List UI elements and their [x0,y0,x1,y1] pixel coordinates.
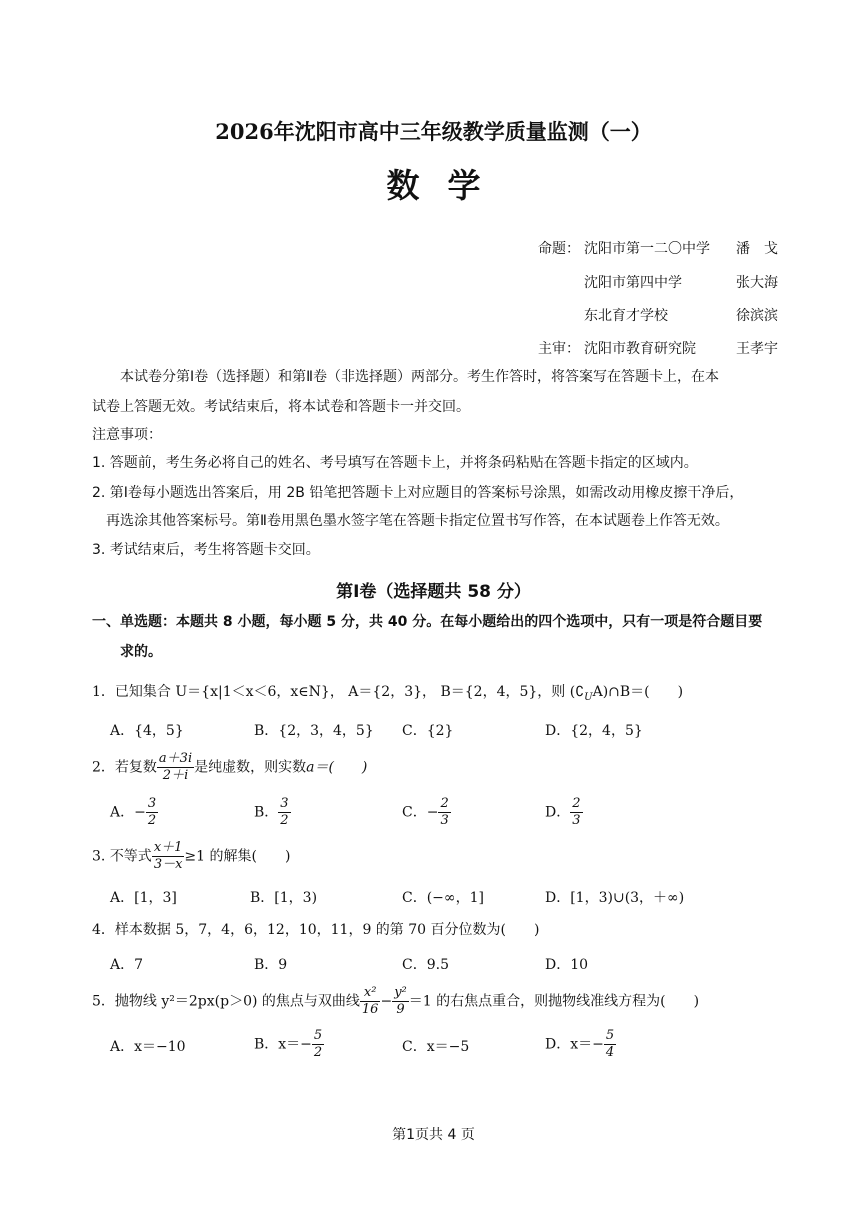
option-label: A． [110,804,135,821]
option-label: C． [402,804,427,821]
q3-option-b: B．[1，3) [250,890,318,906]
question-number: 1． [92,684,115,700]
author-name: 张大海 [736,275,778,291]
section-instructions-cont: 求的。 [120,644,162,660]
fraction-denominator: 16 [361,1002,379,1017]
question-number: 3. [92,848,106,865]
author-org: 沈阳市第四中学 [584,275,682,291]
q1-option-a: A．{4，5} [110,723,184,739]
minus-sign: − [380,993,393,1010]
option-label: D． [545,804,571,821]
option-fraction [278,796,290,829]
exam-title: 2026年沈阳市高中三年级教学质量监测（一） [215,119,652,144]
question-1 [92,681,683,703]
set-a: A＝{2，3}， [348,684,437,700]
section-instructions: 一、单选题：本题共 8 小题，每小题 5 分，共 40 分。在每小题给出的四个选项中，只有一项是符合题目要 [92,614,763,630]
question-4 [92,919,539,939]
option-fraction [570,796,582,829]
option-fraction [604,1028,616,1061]
option-sign: − [134,804,146,821]
fraction-numerator: 2 [572,796,581,811]
question-2 [92,751,367,784]
complement-expr-tail: A)∩B＝( ) [592,684,684,700]
fraction-denominator: 3 [440,813,449,828]
question-stem: 若复数 [114,759,157,776]
set-b: B＝{2，4，5}，则 [440,684,566,700]
q2-option-a [110,796,158,829]
intro-line-2: 试卷上答题无效。考试结束后，将本试卷和答题卡一并交回。 [92,399,470,415]
q5-option-b [254,1028,324,1061]
fraction-numerator: x² [360,985,381,1002]
fraction [360,985,381,1018]
author-org: 沈阳市第一二〇中学 [584,241,710,257]
question-number: 5． [92,993,115,1010]
option-fraction [146,796,158,829]
fraction-denominator: 2＋i [162,768,189,783]
author-name: 王孝宇 [736,341,778,357]
set-u: U＝{x|1＜x＜6，x∈N}， [175,684,344,700]
question-stem: 已知集合 [114,684,171,700]
option-label: D．x＝− [545,1036,604,1053]
complement-subscript: U [584,691,593,703]
question-stem: 样本数据 5，7，4，6，12，10，11，9 的第 70 百分位数为( ) [114,922,540,938]
option-sign: − [426,804,439,821]
fraction-numerator: y² [394,985,407,1000]
fraction-numerator: 2 [440,796,449,811]
subject-title: 数学 [386,166,509,205]
option-label: B． [254,804,279,821]
notice-item-3: 3. 考试结束后，考生将答题卡交回。 [92,542,320,558]
author-name: 潘 戈 [736,241,778,257]
q3-option-d: D．[1，3)∪(3，＋∞) [545,890,685,906]
fraction [392,985,409,1018]
q1-option-c: C．{2} [402,723,454,739]
q1-option-d: D．{2，4，5} [545,723,643,739]
fraction-numerator: a＋3i [158,751,193,766]
q5-option-c: C．x＝−5 [402,1039,470,1055]
question-number: 4． [92,922,115,938]
q5-option-a: A．x＝−10 [110,1039,186,1055]
fraction-denominator: 3－x [153,857,183,872]
intro-line-1: 本试卷分第Ⅰ卷（选择题）和第Ⅱ卷（非选择题）两部分。考生作答时，将答案写在答题卡上，在本 [120,369,720,385]
page-number: 第1页共 4 页 [392,1127,475,1143]
fraction-denominator: 2 [313,1045,323,1060]
q4-option-b: B．9 [254,957,288,973]
q5-option-d [545,1028,616,1061]
question-3 [92,840,290,873]
fraction-denominator: 4 [605,1045,615,1060]
notice-item-1: 1. 答题前，考生务必将自己的姓名、考号填写在答题卡上，并将条码粘贴在答题卡指定的区域内。 [92,455,698,471]
question-stem-tail: 是纯虚数，则实数 [194,759,307,776]
fraction-denominator: 2 [147,813,157,828]
q4-option-d: D．10 [545,957,589,973]
fraction-numerator: 5 [313,1028,323,1043]
author-role: 主审： [538,341,580,357]
author-org: 沈阳市教育研究院 [584,341,696,357]
q4-option-c: C．9.5 [402,957,449,973]
q2-option-d [545,796,583,829]
fraction-numerator: 3 [280,796,289,811]
q2-option-b [254,796,291,829]
notice-item-2-cont: 再选涂其他答案标号。第Ⅱ卷用黑色墨水签字笔在答题卡指定位置书写作答，在本试题卷上作答无效。 [106,513,729,529]
question-5 [92,985,699,1018]
q3-option-c: C．(−∞，1] [402,890,484,906]
fraction [157,751,194,784]
fraction-numerator: 3 [147,796,157,811]
q1-option-b: B．{2，3，4，5} [254,723,374,739]
question-stem: 不等式 [109,848,152,865]
option-label: B．x＝− [254,1036,312,1053]
option-fraction [438,796,450,829]
fraction-denominator: 3 [572,813,581,828]
fraction-numerator: x＋1 [153,840,183,855]
notice-item-2: 2. 第Ⅰ卷每小题选出答案后，用 2B 铅笔把答题卡上对应题目的答案标号涂黑，如需改动用橡皮擦干净后， [92,485,744,501]
author-org: 东北育才学校 [584,308,668,324]
fraction [152,840,185,873]
notice-heading: 注意事项： [92,427,162,443]
section-title: 第Ⅰ卷（选择题共 58 分） [336,582,531,602]
author-name: 徐滨滨 [736,308,778,324]
question-stem-tail: ＝1 的右焦点重合，则抛物线准线方程为( ) [408,993,700,1010]
fraction-denominator: 2 [280,813,289,828]
q3-option-a: A．[1，3] [110,890,177,906]
fraction-numerator: 5 [605,1028,615,1043]
q4-option-a: A．7 [110,957,144,973]
complement-expr: (∁ [569,684,585,700]
option-fraction [312,1028,324,1061]
author-role: 命题： [538,241,580,257]
question-number: 2． [92,759,115,776]
question-answer-blank: a＝( ) [306,759,368,776]
question-stem-tail: ≥1 的解集( ) [184,848,291,865]
fraction-denominator: 9 [396,1002,405,1017]
q2-option-c [402,796,451,829]
question-stem: 抛物线 y²＝2px(p＞0) 的焦点与双曲线 [114,993,360,1010]
